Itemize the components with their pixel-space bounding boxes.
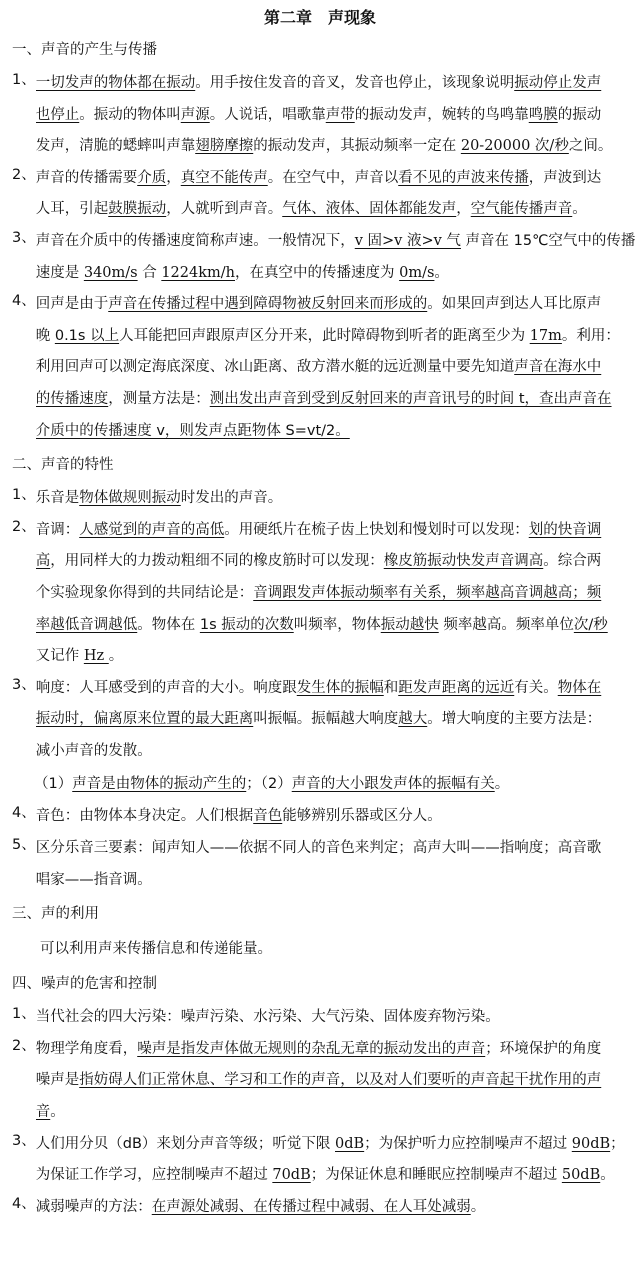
list-item	[12, 801, 628, 833]
underlined-text: 物体做规则振动	[79, 490, 181, 507]
text-span: （1）	[34, 776, 73, 793]
text-line	[36, 641, 628, 673]
text-span: 。如果回声到达人耳比原声	[427, 296, 602, 313]
text-span: 人耳，引起	[35, 201, 109, 218]
underlined-text: 0dB	[335, 1135, 365, 1152]
text-span: 。	[50, 1104, 65, 1121]
underlined-text: 空气能传播声音	[470, 201, 573, 218]
underlined-text: 声源	[180, 106, 210, 123]
list-item	[12, 1129, 628, 1192]
text-span: 。振动的物体叫	[79, 106, 181, 123]
note-line	[12, 767, 628, 801]
section-heading-4: 四、噪声的危害和控制	[12, 976, 157, 993]
item-number: 4、	[12, 1195, 36, 1212]
underlined-text: 测出发出声音到受到反射回来的声音讯号的时间 t，查出声音在	[209, 390, 612, 407]
underlined-text: 音	[35, 1104, 51, 1121]
text-span: 。	[494, 776, 510, 793]
underlined-text: 一切发声的物体都在振动	[35, 75, 196, 91]
text-line	[36, 289, 628, 321]
text-line	[36, 546, 628, 578]
underlined-text: 17m	[529, 327, 562, 344]
text-line	[36, 163, 628, 195]
underlined-text: 橡皮筋振动快发声音调高	[383, 553, 544, 570]
text-span: 。	[108, 648, 124, 665]
text-span: 声音的传播需要	[35, 169, 138, 186]
text-span: 的振动发声，婉转的鸟鸣靠	[354, 106, 529, 123]
text-span: ，声波到达	[528, 169, 602, 186]
list-item	[12, 1002, 628, 1034]
underlined-text: 50dB	[561, 1167, 601, 1184]
text-span: 减弱噪声的方法：	[35, 1198, 152, 1215]
underlined-text: 划的快音调	[528, 521, 602, 538]
text-line	[36, 610, 628, 642]
section-heading-1: 一、声音的产生与传播	[12, 42, 157, 58]
underlined-text: 1s 振动的次数	[199, 616, 294, 633]
text-span: 人们用分贝（dB）来划分声音等级；听觉下限	[35, 1135, 335, 1152]
underlined-text: Hz	[83, 648, 109, 665]
underlined-text: 率越低音调越低	[35, 616, 138, 633]
underlined-text: 声音在海水中	[514, 359, 602, 376]
text-span: 响度：人耳感受到的声音的大小。响度跟	[35, 679, 297, 696]
text-line	[36, 801, 628, 833]
item-number: 1、	[12, 487, 36, 504]
underlined-text: 1224km/h	[161, 264, 235, 281]
text-span: ，测量方法是：	[108, 390, 210, 407]
text-span: 频率越高。频率单位	[438, 616, 574, 633]
underlined-text: 也停止	[35, 106, 80, 123]
underlined-text: 高	[35, 553, 51, 570]
text-span: ；为保护听力应控制噪声不超过	[364, 1135, 572, 1152]
item-number: 2、	[12, 518, 36, 535]
list-item	[12, 483, 628, 515]
text-line	[36, 1129, 628, 1161]
text-span: 音色：由物体本身决定。人们根据	[35, 808, 254, 825]
list-item	[12, 226, 636, 289]
underlined-text: 看不见的声波来传播	[398, 169, 529, 186]
text-line	[36, 384, 628, 416]
text-line	[36, 100, 628, 132]
list-item	[12, 289, 628, 447]
item-number: 1、	[12, 1006, 36, 1023]
text-span: 。人说话，唱歌靠	[209, 106, 326, 123]
text-span: 能够辨别乐器或区分人。	[282, 808, 442, 825]
underlined-text: 次/秒	[573, 616, 608, 633]
text-line	[36, 1192, 628, 1224]
text-span: 有关。	[514, 679, 558, 696]
underlined-text: 声音是由物体的振动产生的	[72, 776, 247, 793]
text-line	[36, 1097, 628, 1129]
text-span: 叫振幅。振幅越大响度	[253, 711, 399, 728]
text-span: 。用手按住发音的音叉，发音也停止，该现象说明	[195, 75, 515, 91]
text-span: 个实验现象你得到的共同结论是：	[35, 584, 254, 601]
section-heading-3: 三、声的利用	[12, 906, 99, 923]
text-span: 。	[572, 201, 587, 218]
text-line	[36, 131, 628, 163]
text-span: 人耳能把回声跟原声区分开来，此时障碍物到听者的距离至少为	[119, 327, 530, 344]
item-number: 1、	[12, 72, 36, 88]
underlined-text: 距发声距离的远近	[398, 679, 515, 696]
chapter-title: 第二章 声现象	[263, 8, 376, 27]
underlined-text: 物体在	[557, 679, 602, 696]
text-span: 的振动	[557, 106, 602, 123]
list-item	[12, 68, 628, 163]
item-number: 4、	[12, 805, 36, 822]
text-span: 。增大响度的主要方法是：	[427, 711, 602, 728]
list-item	[12, 1192, 628, 1224]
underlined-text: 20-20000 次/秒	[460, 138, 569, 155]
underlined-text: 70dB	[272, 1167, 311, 1184]
text-span: ，	[166, 169, 181, 186]
underlined-text: 在声源处减弱、在传播过程中减弱、在人耳处减弱	[151, 1198, 471, 1215]
underlined-text: 发生体的振幅	[296, 679, 384, 696]
text-line	[36, 321, 628, 353]
text-line	[36, 226, 636, 258]
text-line	[36, 704, 628, 736]
underlined-text: v 固>v 液>v 气	[354, 232, 461, 249]
text-line	[36, 352, 628, 384]
item-number: 4、	[12, 293, 36, 310]
underlined-text: 气体、液体、固体都能发声	[282, 201, 457, 218]
text-span: 叫频率，物体	[293, 616, 381, 633]
section-heading-2: 二、声音的特性	[12, 457, 114, 474]
underlined-text: 噪声是指发声体做无规则的杂乱无章的振动发出的声音	[137, 1040, 486, 1057]
text-span: 音调：	[35, 521, 80, 538]
text-line	[36, 258, 636, 290]
text-span: 声音在 15℃空气中的传播	[460, 232, 636, 249]
underlined-text: 0m/s	[399, 264, 435, 281]
item-number: 3、	[12, 1132, 36, 1149]
text-span: 利用回声可以测定海底深度、冰山距离、敌方潜水艇的远近测量中要先知道	[35, 359, 515, 376]
underlined-text: 振动时，偏离原来位置的最大距离	[35, 711, 254, 728]
underlined-text: 介质中的传播速度 v，则发声点距物体 S=vt/2。	[35, 422, 350, 439]
text-line	[36, 483, 628, 515]
underlined-text: 90dB	[571, 1135, 611, 1152]
list-item	[12, 515, 628, 673]
text-span: 发声，清脆的蟋蟀叫声靠	[35, 138, 196, 155]
text-span: 。在空气中，声音以	[267, 169, 399, 186]
underlined-text: 越大	[398, 711, 428, 728]
underlined-text: 鼓膜振动	[108, 201, 167, 218]
text-span: 。利用：	[561, 327, 620, 344]
text-span: ，人就听到声音。	[166, 201, 283, 218]
list-item	[12, 673, 628, 768]
text-line	[36, 416, 628, 448]
text-span: 。综合两	[543, 553, 602, 570]
text-line: 唱家——指音调。	[35, 871, 152, 888]
text-line	[36, 194, 628, 226]
underlined-text: 翅膀摩擦	[195, 138, 254, 155]
text-span: 之间。	[568, 138, 613, 155]
underlined-text: 鸣膜	[528, 106, 558, 123]
list-item	[12, 1034, 628, 1129]
item-number: 3、	[12, 676, 36, 693]
text-line	[36, 1160, 628, 1192]
item-number: 3、	[12, 229, 36, 246]
text-span: ；为保证休息和睡眠应控制噪声不超过	[310, 1167, 562, 1184]
text-span: 。用硬纸片在梳子齿上快划和慢划时可以发现：	[224, 521, 529, 538]
text-span: ；环境保护的角度	[485, 1040, 602, 1057]
text-line: 区分乐音三要素：闻声知人——依据不同人的音色来判定；高声大叫——指响度；高音歌	[35, 840, 602, 857]
text-span: 。物体在	[137, 616, 200, 633]
text-span: 。	[434, 264, 449, 281]
text-line	[36, 1034, 628, 1066]
text-span: 。	[470, 1198, 486, 1215]
underlined-text: 音调跟发声体振动频率有关系，频率越高音调越高；频	[253, 584, 602, 601]
underlined-text: 0.1s 以上	[54, 327, 120, 344]
text-span: 噪声是	[35, 1072, 80, 1089]
underlined-text: 声音在传播过程中遇到障碍物被反射回来而形成的	[108, 296, 428, 313]
text-span: 乐音是	[35, 490, 80, 507]
item-number: 5、	[12, 837, 36, 854]
text-span: ，	[456, 201, 471, 218]
item-number: 2、	[12, 166, 36, 183]
underlined-text: 人感觉到的声音的高低	[79, 521, 225, 538]
underlined-text: 340m/s	[83, 264, 138, 281]
text-span: 声音在介质中的传播速度简称声速。一般情况下，	[35, 232, 355, 249]
text-span: ，用同样大的力拨动粗细不同的橡皮筋时可以发现：	[50, 553, 384, 570]
text-span: 合	[137, 264, 162, 281]
text-span: 又记作	[35, 648, 84, 665]
text-span: 速度是	[35, 264, 84, 281]
text-span: ；（2）	[246, 776, 292, 793]
underlined-text: 振动停止发声	[514, 75, 602, 91]
text-line	[36, 673, 628, 705]
text-line: 当代社会的四大污染：噪声污染、水污染、大气污染、固体废弃物污染。	[35, 1009, 500, 1026]
text-span: ；	[610, 1135, 625, 1152]
text-span: 为保证工作学习，应控制噪声不超过	[35, 1167, 273, 1184]
list-item	[12, 163, 628, 226]
text-line	[36, 578, 628, 610]
text-span: 和	[383, 679, 399, 696]
text-span: 晚	[35, 327, 55, 344]
underlined-text: 的传播速度	[35, 390, 109, 407]
underlined-text: 指妨碍人们正常休息、学习和工作的声音，以及对人们要听的声音起干扰作用的声	[79, 1072, 602, 1089]
paragraph: 可以利用声来传播信息和传递能量。	[40, 941, 272, 958]
item-number: 2、	[12, 1037, 36, 1054]
text-span: 物理学角度看，	[35, 1040, 138, 1057]
underlined-text: 介质	[137, 169, 167, 186]
underlined-text: 真空不能传声	[180, 169, 268, 186]
text-line	[36, 736, 628, 768]
list-item	[12, 833, 628, 896]
text-span: 减小声音的发散。	[35, 742, 152, 759]
underlined-text: 声带	[325, 106, 355, 123]
text-line	[36, 68, 628, 100]
text-span: ，在真空中的传播速度为	[235, 264, 400, 281]
text-line	[36, 1065, 628, 1097]
text-span: 。	[600, 1167, 615, 1184]
text-span: 时发出的声音。	[180, 490, 283, 507]
text-span: 回声是由于	[35, 296, 109, 313]
underlined-text: 声音的大小跟发声体的振幅有关	[291, 776, 495, 793]
text-line	[36, 515, 628, 547]
text-span: 的振动发声，其振动频率一定在	[253, 138, 461, 155]
underlined-text: 音色	[253, 808, 283, 825]
underlined-text: 振动越快	[380, 616, 439, 633]
